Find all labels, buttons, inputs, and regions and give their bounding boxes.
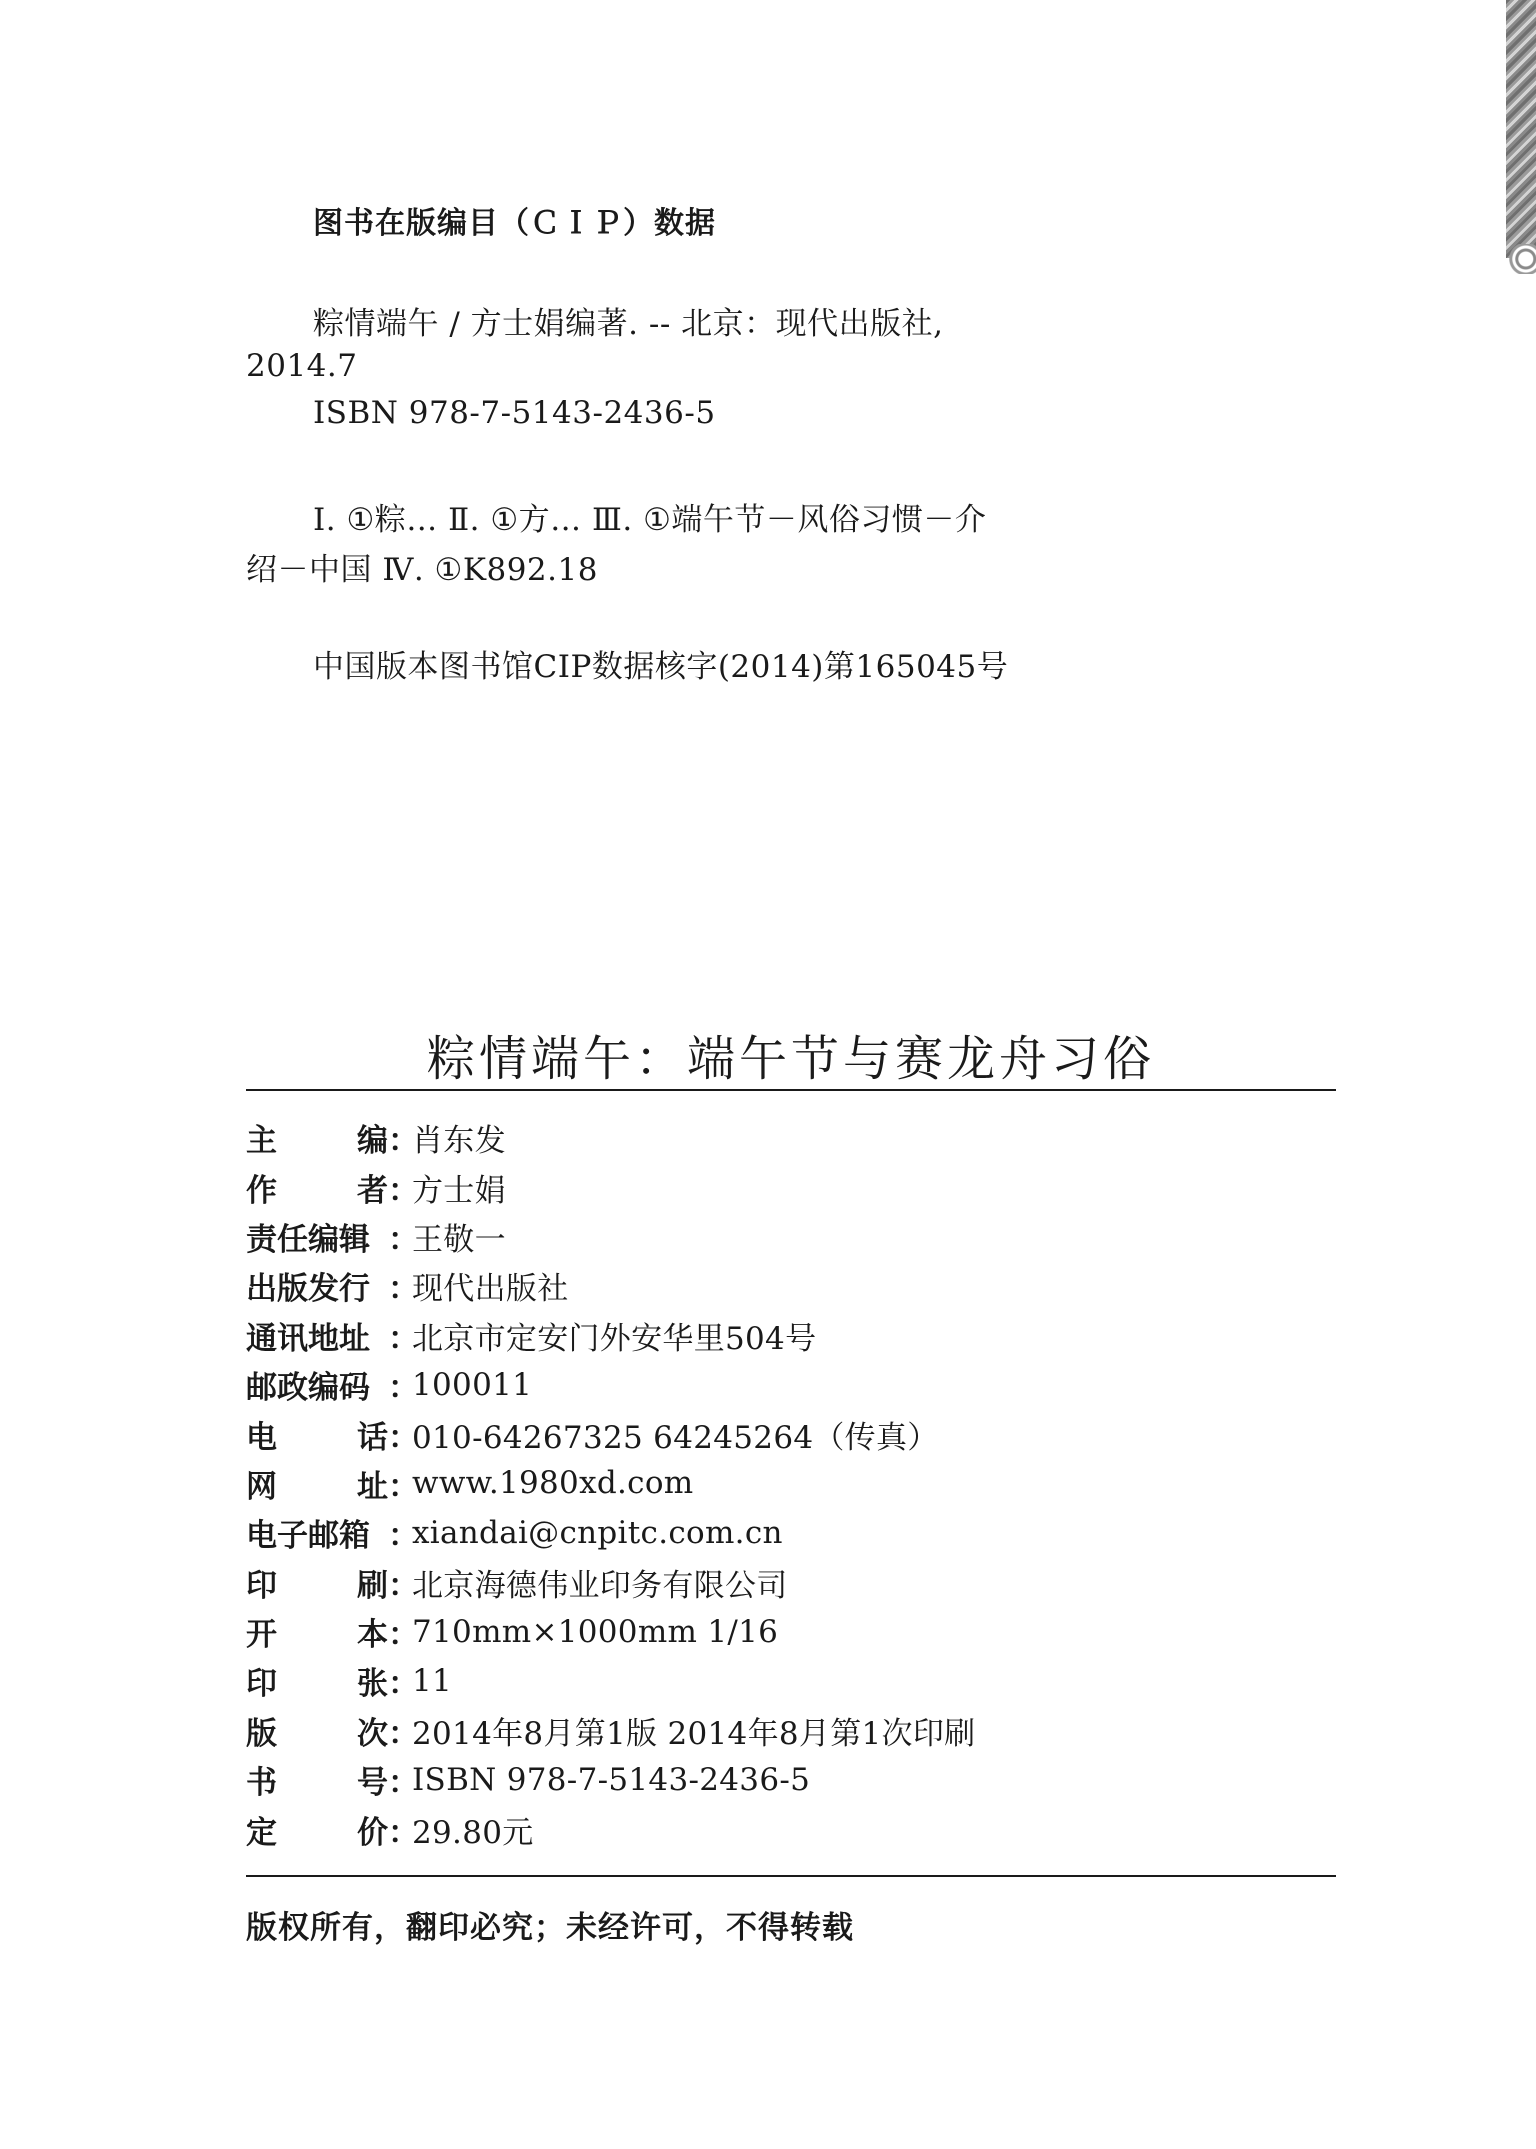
- colophon-row-label-part: 话: [357, 1419, 388, 1456]
- colophon-row-label: [246, 1757, 388, 1802]
- divider-top: [246, 1089, 1336, 1091]
- colophon-row-value: 肖东发: [412, 1123, 506, 1160]
- colophon-row-label-part: 价: [357, 1814, 388, 1851]
- decorative-cloud-pattern: [1506, 0, 1536, 258]
- colophon-row-value: 11: [412, 1662, 453, 1699]
- cip-title-line: 粽情端午 / 方士娟编著. -- 北京：现代出版社,: [313, 306, 944, 342]
- colophon-row-colon: ：: [388, 1271, 419, 1308]
- colophon-row-label-part: 号: [357, 1765, 388, 1802]
- colophon-row-value: 北京市定安门外安华里504号: [412, 1320, 817, 1357]
- colophon-row-label-part: 开: [246, 1617, 277, 1654]
- colophon-row-label-part: 印: [246, 1567, 277, 1604]
- cip-isbn-line: ISBN 978-7-5143-2436-5: [313, 395, 716, 431]
- colophon-row-label: [246, 1313, 388, 1358]
- colophon-row-value: 010-64267325 64245264（传真）: [412, 1419, 939, 1456]
- cip-record-number: 中国版本图书馆CIP数据核字(2014)第165045号: [313, 649, 1009, 685]
- colophon-row: [246, 1706, 1336, 1755]
- colophon-row-value: 现代出版社: [412, 1271, 569, 1308]
- colophon-row-value: www.1980xd.com: [412, 1465, 694, 1502]
- colophon-row-label-part: 址: [357, 1468, 388, 1505]
- colophon-row-label-part: 责任编辑: [246, 1221, 370, 1258]
- colophon-row-colon: ：: [388, 1518, 419, 1555]
- colophon-row-value: 29.80元: [412, 1814, 534, 1851]
- book-title: 粽情端午：端午节与赛龙舟习俗: [426, 1031, 1155, 1087]
- colophon-row-label-part: 邮政编码: [246, 1370, 370, 1407]
- cip-heading: 图书在版编目（ＣＩＰ）数据: [313, 206, 716, 241]
- colophon-row-colon: ：: [388, 1666, 419, 1703]
- colophon-row-label: [246, 1658, 388, 1703]
- colophon-row: [246, 1162, 1336, 1211]
- colophon-row-colon: ：: [388, 1715, 419, 1752]
- colophon-row-label-part: 定: [246, 1814, 277, 1851]
- colophon-row-colon: ：: [388, 1617, 419, 1654]
- colophon-row-label: [246, 1510, 388, 1555]
- colophon-row-label-part: 通讯地址: [246, 1320, 370, 1357]
- colophon-row-value: 2014年8月第1版 2014年8月第1次印刷: [412, 1715, 976, 1752]
- colophon-row-colon: ：: [388, 1320, 419, 1357]
- colophon-row-label-part: 次: [357, 1715, 388, 1752]
- colophon-row-label: [246, 1560, 388, 1605]
- colophon-row: [246, 1409, 1336, 1458]
- colophon-row-value: 方士娟: [412, 1172, 506, 1209]
- colophon-row: [246, 1508, 1336, 1557]
- colophon-row-label: [246, 1412, 388, 1457]
- colophon-row-colon: ：: [388, 1567, 419, 1604]
- colophon-row-label-part: 版: [246, 1715, 277, 1752]
- colophon-row-label-part: 作: [246, 1172, 277, 1209]
- colophon-row-value: 王敬一: [412, 1221, 506, 1258]
- colophon-row-value: 710mm×1000mm 1/16: [412, 1613, 779, 1650]
- colophon-row-value: xiandai@cnpitc.com.cn: [412, 1514, 783, 1551]
- colophon-row: [246, 1459, 1336, 1508]
- colophon-row-label: [246, 1115, 388, 1160]
- colophon-row-label-part: 本: [357, 1617, 388, 1654]
- colophon-row-colon: ：: [388, 1468, 419, 1505]
- colophon-row-label-part: 电子邮箱: [246, 1518, 370, 1555]
- divider-bottom: [246, 1875, 1336, 1877]
- colophon-row: [246, 1755, 1336, 1804]
- colophon-row-label: [246, 1807, 388, 1852]
- colophon-row: [246, 1360, 1336, 1409]
- colophon-row-label-part: 书: [246, 1765, 277, 1802]
- colophon-row: [246, 1607, 1336, 1656]
- colophon-row-label-part: 电: [246, 1419, 277, 1456]
- colophon-row-label: [246, 1461, 388, 1506]
- colophon-row-label-part: 刷: [357, 1567, 388, 1604]
- colophon-row: [246, 1656, 1336, 1705]
- colophon-row: [246, 1261, 1336, 1310]
- colophon-row: [246, 1558, 1336, 1607]
- colophon-row: [246, 1804, 1336, 1853]
- colophon-row-label-part: 出版发行: [246, 1271, 370, 1308]
- colophon-row-colon: ：: [388, 1814, 419, 1851]
- colophon-row-label-part: 主: [246, 1123, 277, 1160]
- colophon-row-colon: ：: [388, 1419, 419, 1456]
- colophon-row-label: [246, 1609, 388, 1654]
- colophon-row-label-part: 编: [357, 1123, 388, 1160]
- copyright-notice: 版权所有，翻印必究；未经许可，不得转载: [246, 1910, 854, 1946]
- colophon-row-label-part: 印: [246, 1666, 277, 1703]
- colophon-row-label: [246, 1165, 388, 1210]
- colophon-list: [246, 1113, 1336, 1854]
- colophon-row-colon: ：: [388, 1370, 419, 1407]
- cip-year-line: 2014.7: [246, 348, 358, 384]
- colophon-row-colon: ：: [388, 1123, 419, 1160]
- colophon-row-colon: ：: [388, 1172, 419, 1209]
- colophon-row-label: [246, 1708, 388, 1753]
- cip-classification-line-2: 绍－中国 Ⅳ. ①K892.18: [246, 552, 598, 588]
- colophon-row-colon: ：: [388, 1765, 419, 1802]
- colophon-row-label-part: 网: [246, 1468, 277, 1505]
- colophon-row: [246, 1113, 1336, 1162]
- colophon-row-label: [246, 1214, 388, 1259]
- colophon-row: [246, 1311, 1336, 1360]
- colophon-row-label: [246, 1263, 388, 1308]
- colophon-row: [246, 1212, 1336, 1261]
- colophon-row-label-part: 张: [357, 1666, 388, 1703]
- colophon-row-colon: ：: [388, 1221, 419, 1258]
- colophon-row-label-part: 者: [357, 1172, 388, 1209]
- colophon-row-value: ISBN 978-7-5143-2436-5: [412, 1761, 811, 1798]
- colophon-row-value: 北京海德伟业印务有限公司: [412, 1567, 788, 1604]
- cip-classification-line-1: Ⅰ. ①粽… Ⅱ. ①方… Ⅲ. ①端午节－风俗习惯－介: [313, 502, 987, 538]
- colophon-row-value: 100011: [412, 1366, 533, 1403]
- colophon-row-label: [246, 1362, 388, 1407]
